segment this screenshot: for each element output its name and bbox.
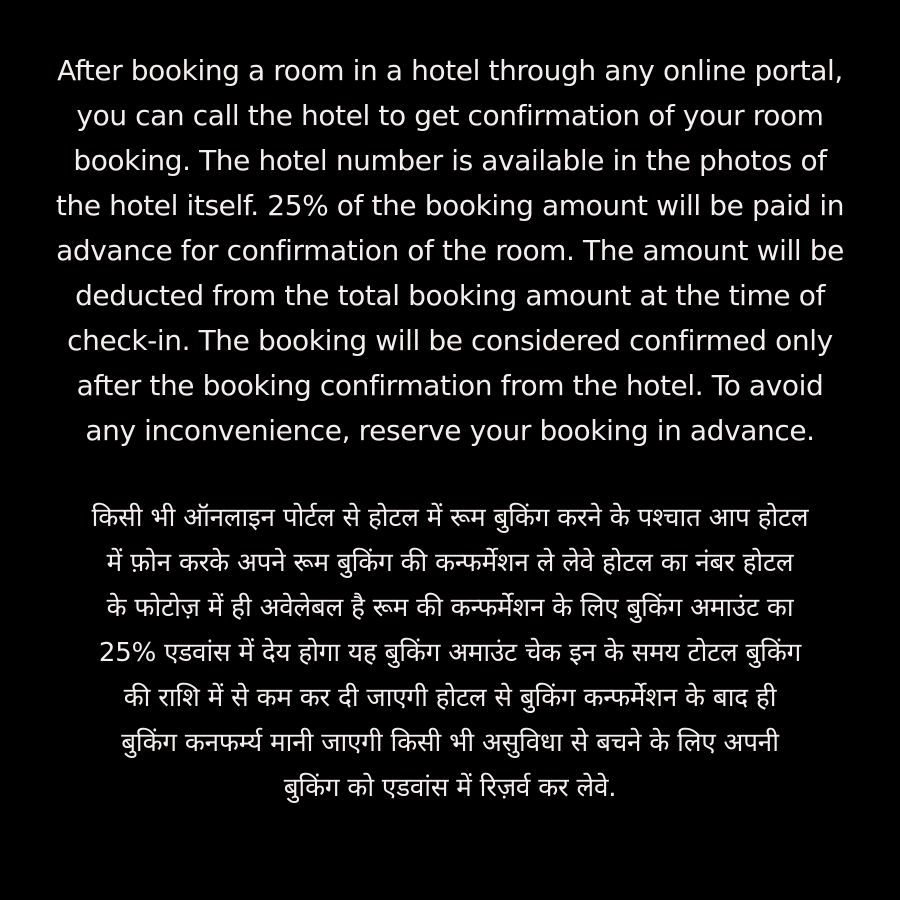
hindi-line: 25% एडवांस में देय होगा यह बुकिंग अमाउंट चेक इन के समय टोटल बुकिंग [98, 638, 802, 668]
hindi-line: की राशि में से कम कर दी जाएगी होटल से बुकिंग कन्फर्मेशन के बाद ही [123, 683, 777, 713]
hindi-notice [10, 496, 890, 811]
hindi-line: बुकिंग को एडवांस में रिज़र्व कर लेवे. [283, 773, 617, 803]
hindi-line: में फ़ोन करके अपने रूम बुकिंग की कन्फर्मेशन ले लेवे होटल का नंबर होटल [106, 548, 794, 578]
english-line: after the booking confirmation from the hotel. To avoid [76, 369, 824, 402]
english-line: deducted from the total booking amount at the time of [75, 279, 825, 312]
english-line: check-in. The booking will be considered confirmed only [67, 324, 833, 357]
english-line: advance for confirmation of the room. The amount will be [56, 234, 844, 267]
english-line: any inconvenience, reserve your booking in advance. [85, 414, 815, 447]
hindi-line: किसी भी ऑनलाइन पोर्टल से होटल में रूम बुकिंग करने के पश्चात आप होटल [91, 503, 809, 533]
english-notice [10, 48, 890, 453]
english-line: you can call the hotel to get confirmation of your room [76, 99, 824, 132]
hindi-line: बुकिंग कनफर्म्य मानी जाएगी किसी भी असुविधा से बचने के लिए अपनी [121, 728, 779, 758]
hindi-line: के फोटोज़ में ही अवेलेबल है रूम की कन्फर्मेशन के लिए बुकिंग अमाउंट का [106, 593, 794, 623]
english-line: After booking a room in a hotel through any online portal, [57, 54, 843, 87]
english-line: the hotel itself. 25% of the booking amount will be paid in [55, 189, 845, 222]
english-line: booking. The hotel number is available in the photos of [73, 144, 827, 177]
